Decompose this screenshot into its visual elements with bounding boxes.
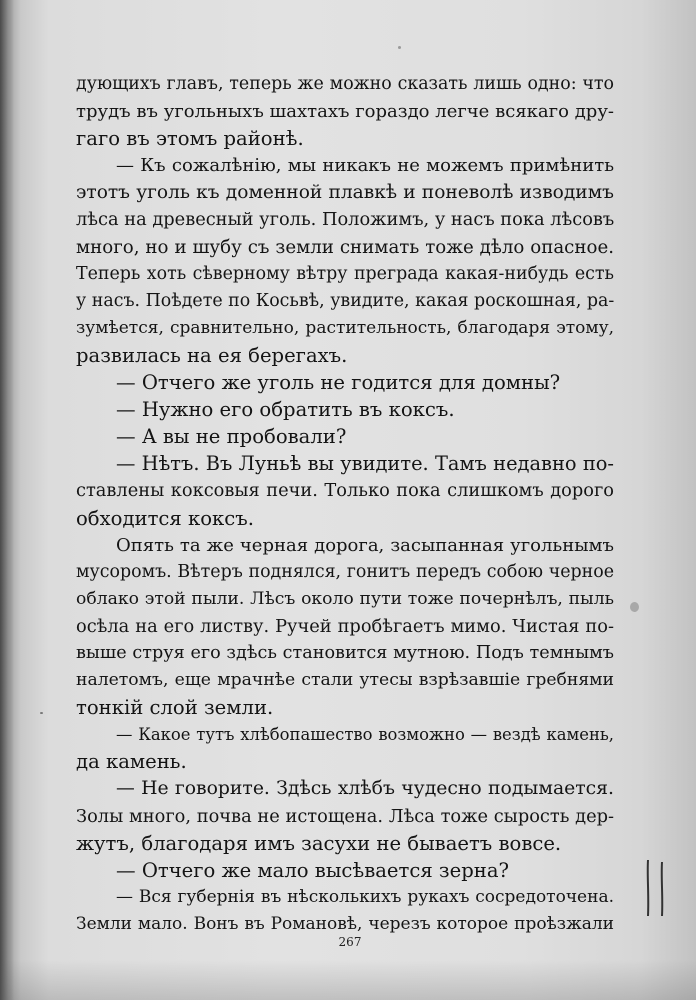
pencil-margin-mark [640,858,674,918]
page-binding-edge [0,0,14,1000]
text-line: жутъ, благодаря имъ засухи не бываетъ вовсе. [76,831,562,855]
text-line: зумѣется, сравнительно, растительность, благодаря этому, [76,317,614,338]
text-line: Теперь хоть сѣверному вѣтру преграда какая-нибудь есть [76,263,614,284]
text-line: этотъ уголь къ доменной плавкѣ и поневолѣ изводимъ [76,182,614,204]
text-line: мусоромъ. Вѣтеръ поднялся, гонитъ передъ собою черное [76,561,614,582]
text-line: осѣла на его листву. Ручей пробѣгаетъ мимо. Чистая по- [76,615,614,637]
text-line: у насъ. Поѣдете по Косьвѣ, увидите, какая роскошная, ра- [76,290,615,311]
body-text [76,71,614,938]
text-line: развилась на ея берегахъ. [76,343,348,367]
text-line: — Вся губернія въ нѣсколькихъ рукахъ сосредоточена. [116,886,614,907]
text-line: — Къ сожалѣнію, мы никакъ не можемъ примѣнить [116,155,614,177]
page-number: 267 [338,935,362,949]
text-line: — Нѣтъ. Въ Луньѣ вы увидите. Тамъ недавно по- [116,452,614,476]
text-line: Золы много, почва не истощена. Лѣса тоже сырость дер- [76,805,614,827]
text-line: облако этой пыли. Лѣсъ около пути тоже почернѣлъ, пыль [76,588,614,609]
text-line: дующихъ главъ, теперь же можно сказать лишь одно: что [76,74,614,94]
text-line: выше струя его здѣсь становится мутною. Подъ темнымъ [76,642,614,663]
text-line: тонкій слой земли. [76,696,274,720]
text-line: много, но и шубу съ земли снимать тоже дѣло опасное. [76,236,614,258]
page-bottom-shadow [0,960,696,1000]
text-line: налетомъ, еще мрачнѣе стали утесы взрѣзавшіе гребнями [76,670,614,691]
text-line: — Отчего же мало высѣвается зерна? [116,858,510,882]
text-line: обходится коксъ. [76,506,254,530]
text-line: лѣса на древесный уголь. Положимъ, у насъ пока лѣсовъ [76,209,615,231]
text-line: ставлены коксовыя печи. Только пока слишкомъ дорого [76,480,614,502]
text-line: — Нужно его обратить въ коксъ. [116,398,455,422]
text-line: — Не говорите. Здѣсь хлѣбъ чудесно подымается. [116,778,614,800]
text-line: Земли мало. Вонъ въ Романовѣ, черезъ которое проѣзжали [76,913,614,934]
text-line: Опять та же черная дорога, засыпанная угольнымъ [116,534,614,556]
paper-speck [398,46,401,49]
text-line: — Какое тутъ хлѣбопашество возможно — вездѣ камень, [116,725,614,745]
text-line: — А вы не пробовали? [116,425,347,449]
text-line: трудъ въ угольныхъ шахтахъ гораздо легче всякаго дру- [76,101,614,123]
paper-speck [630,602,639,612]
text-line: да камень. [76,750,187,774]
paper-speck [40,712,43,714]
text-line: — Отчего же уголь не годится для домны? [116,371,561,395]
text-line: гаго въ этомъ районѣ. [76,127,304,151]
